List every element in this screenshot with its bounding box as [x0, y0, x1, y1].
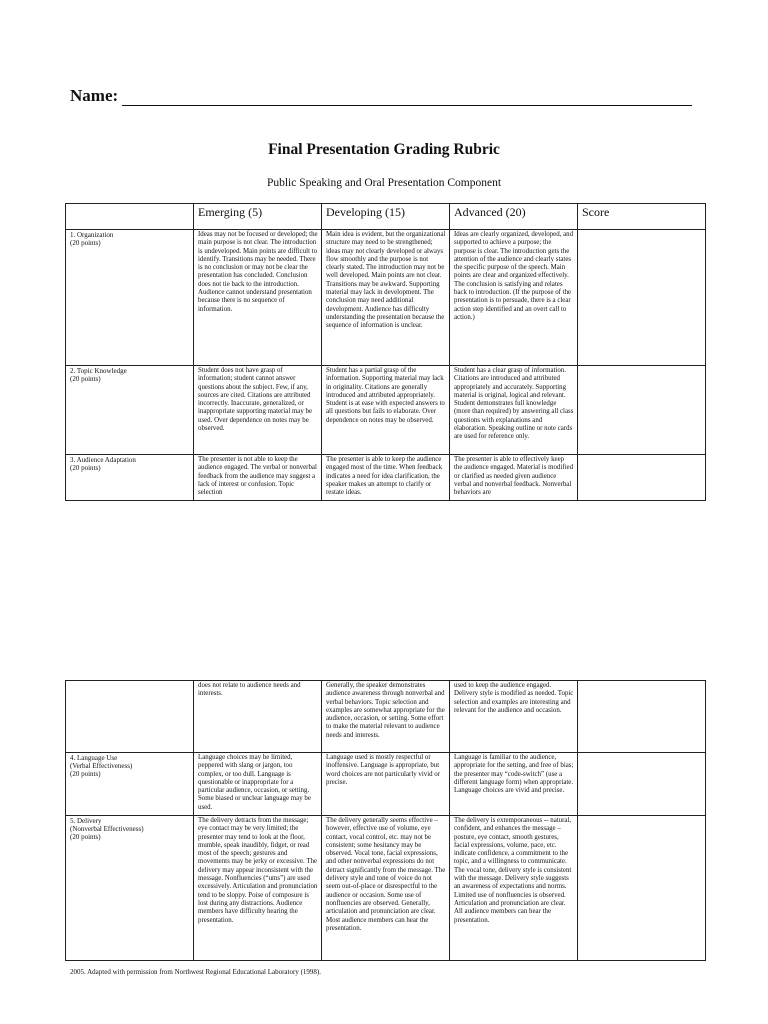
name-underline	[122, 91, 692, 106]
criterion-points: (20 points)	[70, 375, 101, 383]
table-row	[66, 816, 706, 961]
criterion-cell	[66, 681, 194, 753]
emerging-cell: Ideas may not be focused or developed; the main purpose is not clear. The introduction is undeveloped. Main points are difficult to identify. Transitions may be needed. There is no conclusion or may not be clear the presentation has concluded. Conclusion does not tie back to the introduction. Audience cannot understand presentation because there is no sequence of information.	[194, 230, 322, 366]
header-advanced: Advanced (20)	[450, 204, 578, 230]
score-cell[interactable]	[578, 681, 706, 753]
header-criterion	[66, 204, 194, 230]
page-title: Final Presentation Grading Rubric	[268, 141, 500, 158]
advanced-cell: The delivery is extemporaneous -- natural, confident, and enhances the message – posture, eye contact, smooth gestures, facial expressions, volume, pace, etc. indicate confidence, a commitment to the topic, and a willingness to communicate. The vocal tone, delivery style is consistent with the message. Delivery style suggests an awareness of expectations and norms. Limited use of nonfluencies is observed. Articulation and pronunciation are clear. All audience members can hear the presentation.	[450, 816, 578, 961]
table-row	[66, 681, 706, 753]
criterion-subtitle: (Nonverbal Effectiveness)	[70, 825, 144, 833]
developing-cell: The delivery generally seems effective – however, effective use of volume, eye contact, vocal control, etc. may not be consistent; some hesitancy may be observed. Vocal tone, facial expressions, and other nonverbal expressions do not detract significantly from the message. The delivery style and tone of voice do not seem out-of-place or disrespectful to the audience or occasion. Some use of nonfluencies are observed. Generally, articulation and pronunciation are clear. Most audience members can hear the presentation.	[322, 816, 450, 961]
advanced-cell: used to keep the audience engaged. Delivery style is modified as needed. Topic selection and examples are interesting and relevant for the audience and occasion.	[450, 681, 578, 753]
footer-citation: 2005. Adapted with permission from Northwest Regional Educational Laboratory (1998).	[70, 968, 321, 976]
rubric-table-part2	[65, 680, 706, 961]
criterion-points: (20 points)	[70, 770, 101, 778]
header-developing: Developing (15)	[322, 204, 450, 230]
score-cell[interactable]	[578, 816, 706, 961]
page-subtitle: Public Speaking and Oral Presentation Component	[266, 177, 502, 189]
emerging-cell: does not relate to audience needs and interests.	[194, 681, 322, 753]
table-row	[66, 455, 706, 501]
developing-cell: Language used is mostly respectful or inoffensive. Language is appropriate, but word choices are not particularly vivid or precise.	[322, 753, 450, 816]
advanced-cell: Ideas are clearly organized, developed, and supported to achieve a purpose; the purpose is clear. The introduction gets the attention of the audience and clearly states the specific purpose of the speech. Main points are clear and organized effectively. The conclusion is satisfying and relates back to introduction. (If the purpose of the presentation is to persuade, there is a clear action step identified and an overt call to action.)	[450, 230, 578, 366]
emerging-cell: Student does not have grasp of information; student cannot answer questions about the subject. Few, if any, sources are cited. Citations are attributed incorrectly. Inaccurate, generalized, or inappropriate supporting material may be used. Over dependence on notes may be observed.	[194, 366, 322, 455]
criterion-subtitle: (Verbal Effectiveness)	[70, 762, 133, 770]
score-cell[interactable]	[578, 366, 706, 455]
criterion-cell	[66, 455, 194, 501]
developing-cell: Student has a partial grasp of the information. Supporting material may lack in originality. Citations are generally introduced and attributed appropriately. Student is at ease with expected answers to all questions but fails to elaborate. Over dependence on notes may be observed.	[322, 366, 450, 455]
criterion-cell	[66, 230, 194, 366]
advanced-cell: The presenter is able to effectively keep the audience engaged. Material is modified or clarified as needed given audience verbal and nonverbal feedback. Nonverbal behaviors are	[450, 455, 578, 501]
emerging-cell: The presenter is not able to keep the audience engaged. The verbal or nonverbal feedback from the audience may suggest a lack of interest or confusion. Topic selection	[194, 455, 322, 501]
name-label: Name:	[70, 86, 119, 105]
table-row	[66, 753, 706, 816]
score-cell[interactable]	[578, 753, 706, 816]
header-score: Score	[578, 204, 706, 230]
developing-cell: Main idea is evident, but the organizational structure may need to be strengthened; ideas may not clearly developed or always flow smoothly and the purpose is not clearly stated. The introduction may not be well developed. Main points are not clear. Transitions may be awkward. Supporting material may lack in development. The conclusion may need additional development. Audience has difficulty understanding the presentation because the sequence of information is unclear.	[322, 230, 450, 366]
rubric-header-row	[66, 204, 706, 230]
rubric-table-part1	[65, 203, 706, 501]
developing-cell: Generally, the speaker demonstrates audience awareness through nonverbal and verbal behaviors. Topic selection and examples are somewhat appropriate for the audience, occasion, or setting. Some effort to make the material relevant to audience needs and interests.	[322, 681, 450, 753]
criterion-cell	[66, 366, 194, 455]
criterion-title: 5. Delivery	[70, 817, 102, 825]
header-emerging: Emerging (5)	[194, 204, 322, 230]
score-cell[interactable]	[578, 230, 706, 366]
advanced-cell: Language is familiar to the audience, appropriate for the setting, and free of bias; the presenter may “code-switch” (use a different language form) when appropriate. Language choices are vivid and precise.	[450, 753, 578, 816]
criterion-title: 1. Organization	[70, 231, 114, 239]
criterion-points: (20 points)	[70, 239, 101, 247]
name-field[interactable]	[70, 86, 692, 106]
criterion-cell	[66, 816, 194, 961]
emerging-cell: The delivery detracts from the message; eye contact may be very limited; the presenter may tend to look at the floor, mumble, speak inaudibly, fidget, or read most of the speech; gestures and movements may be jerky or excessive. The delivery may appear inconsistent with the message. Nonfluencies (“ums”) are used excessively. Articulation and pronunciation tend to be sloppy. Poise of composure is lost during any distractions. Audience members have difficulty hearing the presentation.	[194, 816, 322, 961]
table-row	[66, 230, 706, 366]
table-row	[66, 366, 706, 455]
criterion-title: 2. Topic Knowledge	[70, 367, 127, 375]
advanced-cell: Student has a clear grasp of information. Citations are introduced and attributed appropriately and accurately. Supporting material is original, logical and relevant. Student demonstrates full knowledge (more than required) by answering all class questions with explanations and elaboration. Speaking outline or note cards are used for reference only.	[450, 366, 578, 455]
criterion-points: (20 points)	[70, 464, 101, 472]
emerging-cell: Language choices may be limited, peppered with slang or jargon, too complex, or too dull. Language is questionable or inappropriate for a particular audience, occasion, or setting. Some biased or unclear language may be used.	[194, 753, 322, 816]
criterion-cell	[66, 753, 194, 816]
score-cell[interactable]	[578, 455, 706, 501]
criterion-title: 3. Audience Adaptation	[70, 456, 136, 464]
developing-cell: The presenter is able to keep the audience engaged most of the time. When feedback indicates a need for idea clarification, the speaker makes an attempt to clarify or restate ideas.	[322, 455, 450, 501]
criterion-title: 4. Language Use	[70, 754, 118, 762]
criterion-points: (20 points)	[70, 833, 101, 841]
